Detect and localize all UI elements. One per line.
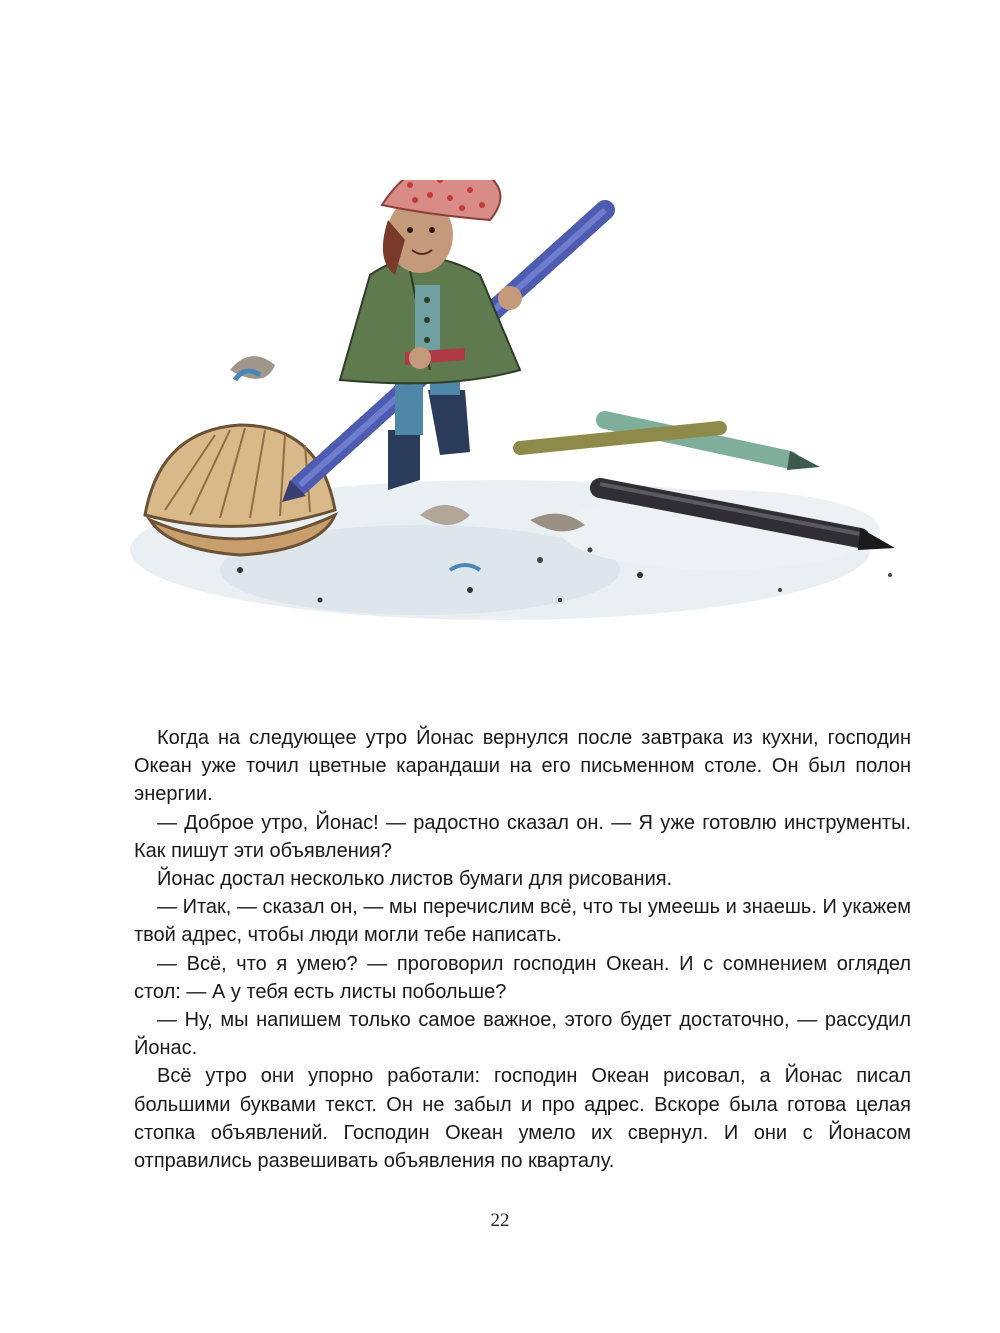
paragraph: Когда на следующее утро Йонас вернулся после завтрака из кухни, господин Океан уже точил цветные карандаши на его письменном столе. Он был полон энергии. — [134, 727, 911, 806]
paragraph: — Доброе утро, Йонас! — радостно сказал он. — Я уже готовлю инструменты. Как пишут эти объявления? — [134, 811, 911, 862]
paragraph: — Ну, мы напишем только самое важное, этого будет достаточно, — рассудил Йонас. — [134, 1009, 911, 1060]
story-text — [134, 724, 911, 1175]
paragraph: Всё утро они упорно работали: господин Океан рисовал, а Йонас писал большими буквами текст. Он не забыл и про адрес. Вскоре была готова целая стопка объявлений. Господин Океан умело их свернул. И они с Йонасом отправились развешивать объявления по кварталу. — [134, 1065, 911, 1173]
page-number: 22 — [490, 1210, 510, 1231]
gnome-illustration-svg — [120, 180, 930, 650]
paragraph: Йонас достал несколько листов бумаги для рисования. — [157, 868, 673, 891]
paragraph: — Всё, что я умею? — проговорил господин Океан. И с сомнением оглядел стол: — А у тебя есть листы побольше? — [134, 952, 911, 1003]
illustration-gnome-with-pencils — [120, 180, 930, 650]
gnome-figure — [340, 180, 522, 490]
paragraph: — Итак, — сказал он, — мы перечислим всё, что ты умеешь и знаешь. И укажем твой адрес, чтобы люди могли тебе написать. — [134, 896, 911, 947]
